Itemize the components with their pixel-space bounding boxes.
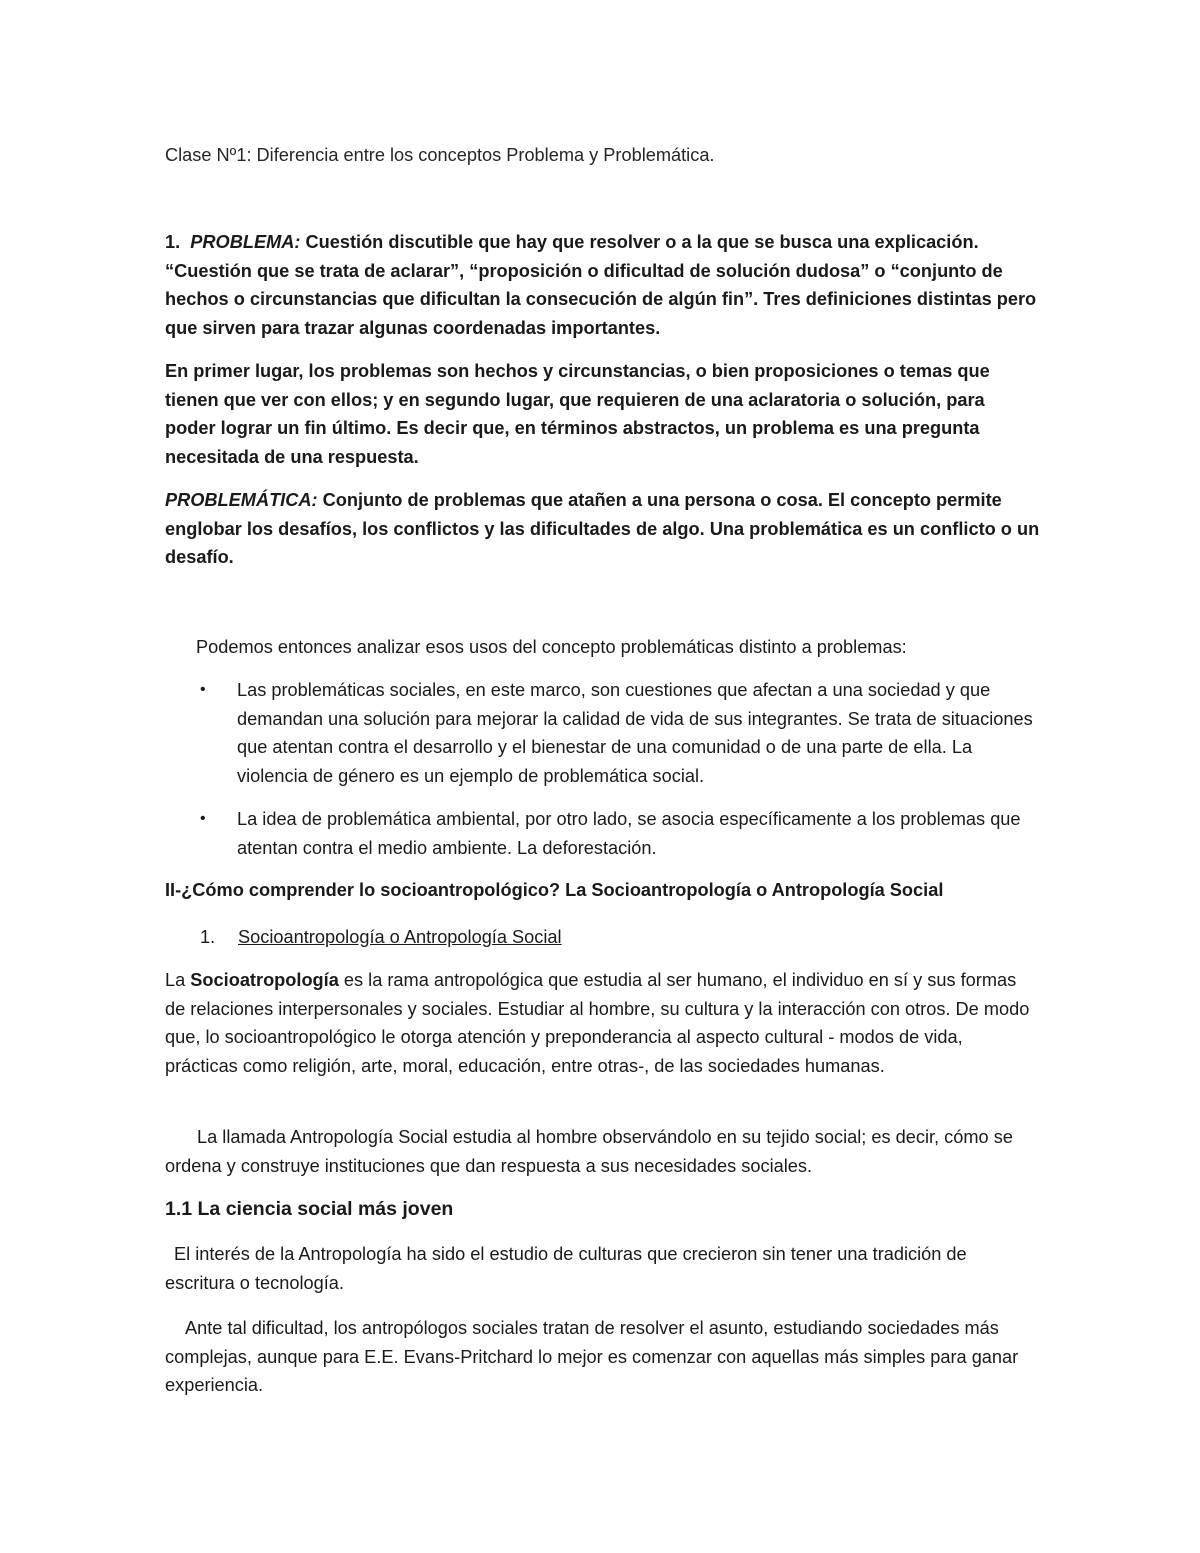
interes-text: El interés de la Antropología ha sido el estudio de culturas que crecieron sin tener una tradición de escritura o tecnología. [165, 1244, 967, 1293]
socio-lead: La [165, 970, 186, 990]
paragraph-interes [165, 1240, 1040, 1297]
numbered-item [200, 923, 1075, 952]
paragraph-problematica [165, 486, 1040, 572]
socio-term: Socioatropología [190, 970, 339, 990]
heading-socioantropologico: II-¿Cómo comprender lo socioantropológico? La Socioantropología o Antropología Social [165, 880, 944, 900]
paragraph-llamada [165, 1123, 1040, 1180]
ante-text: Ante tal dificultad, los antropólogos sociales tratan de resolver el asunto, estudiando sociedades más complejas, aunque para E.E. Evans-Pritchard lo mejor es comenzar con aquellas más simples para ganar experiencia. [165, 1318, 1019, 1395]
llamada-text: La llamada Antropología Social estudia al hombre observándolo en su tejido social; es decir, cómo se ordena y construye instituciones que dan respuesta a sus necesidades sociales. [165, 1127, 1013, 1176]
list-item [195, 676, 1040, 790]
problematica-definition: Conjunto de problemas que atañen a una persona o cosa. El concepto permite englobar los desafíos, los conflictos y las dificultades de algo. Una problemática es un conflicto o un desafío. [165, 490, 1040, 567]
problema-definition: Cuestión discutible que hay que resolver o a la que se busca una explicación. “Cuestión que se trata de aclarar”, “proposición o dificultad de solución dudosa” o “conjunto de hechos o circunstancias que dificultan la consecución de algún fin”. Tres definiciones distintas pero que sirven para trazar algunas coordenadas importantes. [165, 232, 1037, 338]
bullet-text-ambiental: La idea de problemática ambiental, por otro lado, se asocia específicamente a los problemas que atentan contra el medio ambiente. La deforestación. [237, 809, 1021, 858]
problematica-term: PROBLEMÁTICA: [165, 490, 318, 510]
problema-term: PROBLEMA: [190, 232, 301, 252]
bullet-icon: • [200, 681, 206, 698]
document-title: Clase Nº1: Diferencia entre los conceptos Problema y Problemática. [165, 145, 715, 165]
bullet-text-sociales: Las problemáticas sociales, en este marco, son cuestiones que afectan a una sociedad y que demandan una solución para mejorar la calidad de vida de sus integrantes. Se trata de situaciones que atentan contra el desarrollo y el bienestar de una comunidad o de una parte de ella. La violencia de género es un ejemplo de problemática social. [237, 680, 1033, 786]
paragraph-primer-lugar: En primer lugar, los problemas son hechos y circunstancias, o bien proposiciones o temas que tienen que ver con ellos; y en segundo lugar, que requieren de una aclaratoria o solución, para poder lograr un fin último. Es decir que, en términos abstractos, un problema es una pregunta necesitada de una respuesta. [165, 361, 990, 467]
heading-ciencia-social: 1.1 La ciencia social más joven [165, 1198, 454, 1220]
socio-text: es la rama antropológica que estudia al ser humano, el individuo en sí y sus formas de relaciones interpersonales y sociales. Estudiar al hombre, su cultura y la interacción con otros. De modo que, lo socioantropológico le otorga atención y preponderancia al aspecto cultural - modos de vida, prácticas como religión, arte, moral, educación, entre otras-, de las sociedades humanas. [165, 970, 1030, 1076]
problema-number: 1. [165, 232, 181, 252]
paragraph-ante [165, 1314, 1040, 1400]
paragraph-problema [165, 228, 1040, 342]
paragraph-socioatropologia [165, 966, 1040, 1080]
numbered-item-number: 1. [200, 927, 216, 947]
numbered-item-text: Socioantropología o Antropología Social [238, 927, 562, 947]
list-item [195, 805, 1040, 862]
bullet-icon: • [200, 810, 206, 827]
paragraph-podemos: Podemos entonces analizar esos usos del concepto problemáticas distinto a problemas: [196, 637, 907, 657]
bullet-list [195, 676, 1040, 877]
